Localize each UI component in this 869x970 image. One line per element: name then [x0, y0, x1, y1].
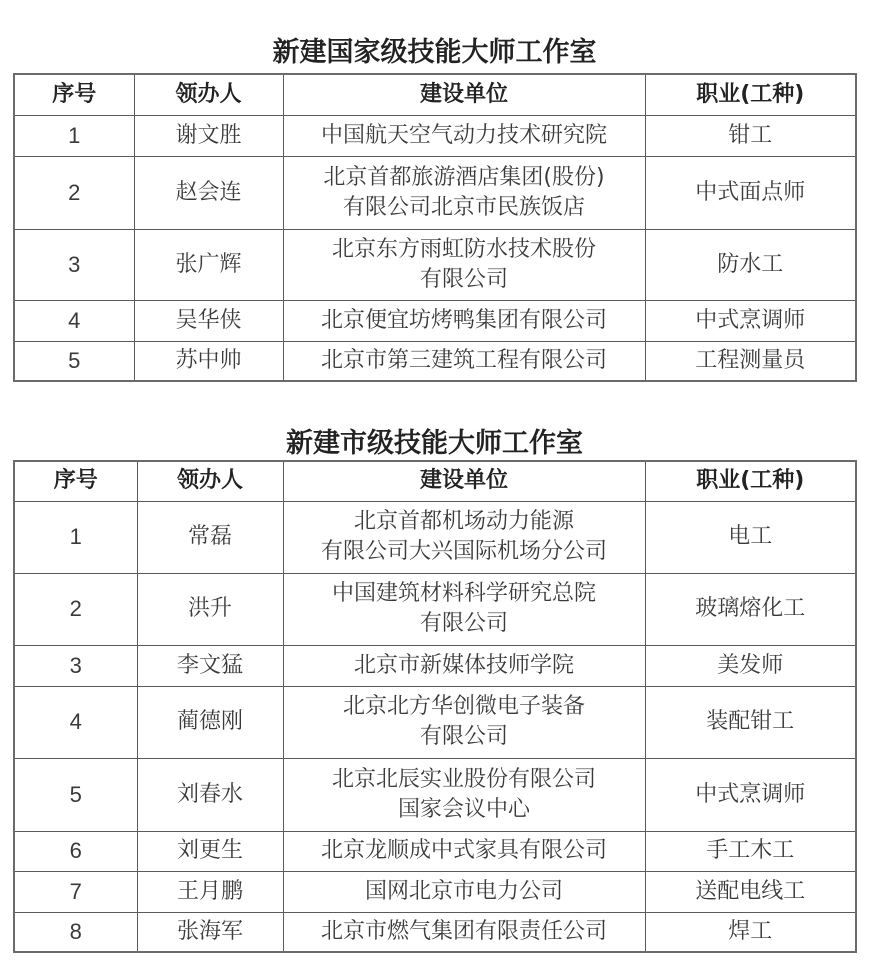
row-unit: 北京便宜坊烤鸭集团有限公司 — [283, 300, 645, 341]
row-unit — [283, 501, 645, 573]
header-no: 序号 — [14, 461, 137, 501]
header-leader: 领办人 — [137, 461, 283, 501]
row-leader: 谢文胜 — [134, 115, 283, 156]
row-unit — [283, 573, 645, 645]
unit-line: 有限公司大兴国际机场分公司 — [320, 539, 607, 564]
row-no: 1 — [14, 115, 134, 156]
header-occupation: 职业(工种) — [645, 74, 856, 115]
row-unit — [283, 229, 645, 300]
row-leader: 洪升 — [137, 573, 283, 645]
table-row — [14, 831, 856, 871]
row-leader: 吴华侠 — [134, 300, 283, 341]
row-no: 2 — [14, 573, 137, 645]
unit-line: 北京首都机场动力能源 — [353, 509, 574, 534]
table-row — [14, 871, 856, 912]
row-leader: 蔺德刚 — [137, 686, 283, 758]
row-no: 5 — [14, 758, 137, 831]
unit-line: 中国建筑材料科学研究总院 — [331, 581, 596, 606]
row-no: 7 — [14, 871, 137, 912]
table-row — [14, 115, 856, 156]
unit-line: 北京北辰实业股份有限公司 — [331, 766, 596, 792]
header-unit: 建设单位 — [283, 74, 645, 115]
row-leader: 张广辉 — [134, 229, 283, 300]
table-row — [14, 573, 856, 645]
municipal-studio-table — [13, 460, 857, 953]
row-unit — [283, 156, 645, 229]
row-no: 4 — [14, 686, 137, 758]
row-leader: 王月鹏 — [137, 871, 283, 912]
row-occupation: 焊工 — [645, 912, 856, 952]
header-leader: 领办人 — [134, 74, 283, 115]
row-occupation: 工程测量员 — [645, 341, 856, 381]
row-occupation: 防水工 — [645, 229, 856, 300]
unit-line: 北京北方华创微电子装备 — [342, 694, 585, 719]
national-studio-title: 新建国家级技能大师工作室 — [272, 37, 597, 68]
row-unit: 北京龙顺成中式家具有限公司 — [283, 831, 645, 871]
table-row — [14, 758, 856, 831]
row-unit — [283, 115, 645, 156]
row-leader: 刘更生 — [137, 831, 283, 871]
row-unit — [283, 758, 645, 831]
header-occupation: 职业(工种) — [645, 461, 856, 501]
row-leader: 李文猛 — [137, 645, 283, 686]
table-header-row — [14, 74, 856, 115]
unit-line: 国家会议中心 — [397, 796, 530, 822]
row-occupation: 中式面点师 — [645, 156, 856, 229]
unit-line: 有限公司北京市民族饭店 — [342, 194, 585, 220]
row-leader: 常磊 — [137, 501, 283, 573]
unit-line: 有限公司 — [419, 611, 508, 636]
row-no: 3 — [14, 229, 134, 300]
unit-line: 有限公司 — [419, 724, 508, 749]
unit-line: 中国航天空气动力技术研究院 — [320, 122, 607, 148]
table-row — [14, 156, 856, 229]
row-leader: 苏中帅 — [134, 341, 283, 381]
national-studio-table — [13, 73, 857, 382]
table-row — [14, 912, 856, 952]
row-leader: 赵会连 — [134, 156, 283, 229]
row-no: 4 — [14, 300, 134, 341]
header-no: 序号 — [14, 74, 134, 115]
header-unit: 建设单位 — [283, 461, 645, 501]
row-unit: 北京市燃气集团有限责任公司 — [283, 912, 645, 952]
unit-line: 有限公司 — [419, 266, 508, 292]
row-occupation: 电工 — [645, 501, 856, 573]
row-occupation: 装配钳工 — [645, 686, 856, 758]
row-no: 6 — [14, 831, 137, 871]
row-occupation: 美发师 — [645, 645, 856, 686]
row-no: 1 — [14, 501, 137, 573]
row-occupation: 手工木工 — [645, 831, 856, 871]
row-unit — [283, 686, 645, 758]
row-no: 5 — [14, 341, 134, 381]
row-occupation: 中式烹调师 — [645, 300, 856, 341]
row-unit: 北京市新媒体技师学院 — [283, 645, 645, 686]
row-occupation: 中式烹调师 — [645, 758, 856, 831]
unit-line: 北京首都旅游酒店集团(股份) — [323, 164, 605, 190]
table-row — [14, 300, 856, 341]
row-unit: 国网北京市电力公司 — [283, 871, 645, 912]
row-no: 3 — [14, 645, 137, 686]
row-occupation: 送配电线工 — [645, 871, 856, 912]
row-no: 8 — [14, 912, 137, 952]
table-row — [14, 645, 856, 686]
table-row — [14, 341, 856, 381]
municipal-studio-title: 新建市级技能大师工作室 — [286, 428, 583, 459]
unit-line: 北京东方雨虹防水技术股份 — [331, 236, 596, 262]
table-header-row — [14, 461, 856, 501]
row-occupation: 玻璃熔化工 — [645, 573, 856, 645]
row-no: 2 — [14, 156, 134, 229]
table-row — [14, 501, 856, 573]
row-leader: 刘春水 — [137, 758, 283, 831]
table-row — [14, 686, 856, 758]
row-unit: 北京市第三建筑工程有限公司 — [283, 341, 645, 381]
row-leader: 张海军 — [137, 912, 283, 952]
row-occupation: 钳工 — [645, 115, 856, 156]
table-row — [14, 229, 856, 300]
